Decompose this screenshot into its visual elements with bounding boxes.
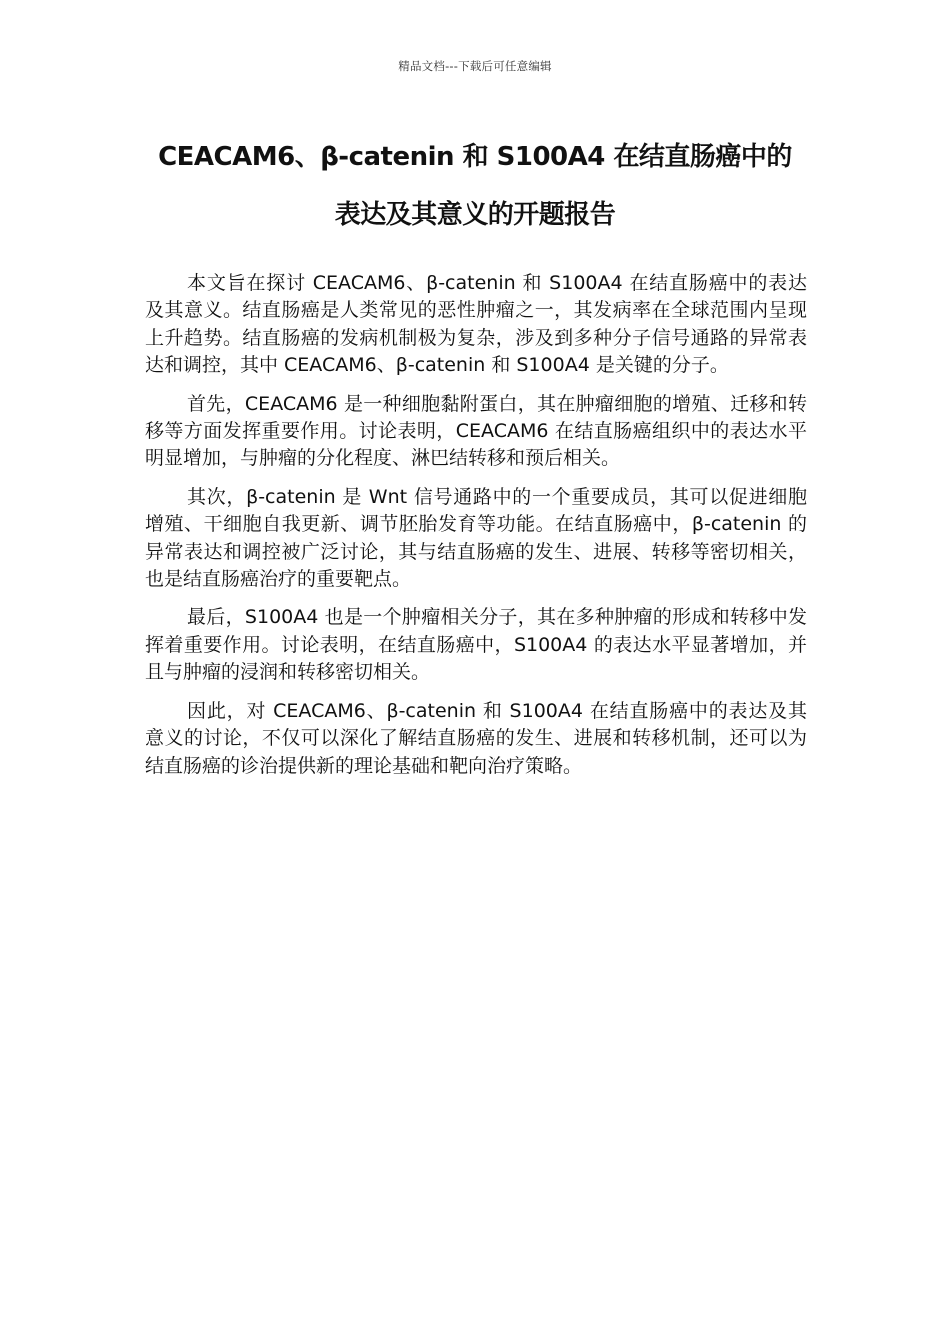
- document-title: [120, 128, 830, 244]
- title-line-1: CEACAM6、β-catenin 和 S100A4 在结直肠癌中的: [158, 142, 792, 172]
- paragraph-beta-catenin: 其次，β-catenin 是 Wnt 信号通路中的一个重要成员，其可以促进细胞增殖、干细胞自我更新、调节胚胎发育等功能。在结直肠癌中，β-catenin 的异常表达和调控被广泛讨论，其与结直肠癌的发生、进展、转移等密切相关，也是结直肠癌治疗的重要靶点。: [145, 485, 807, 591]
- paragraph-s100a4: 最后，S100A4 也是一个肿瘤相关分子，其在多种肿瘤的形成和转移中发挥着重要作用。讨论表明，在结直肠癌中，S100A4 的表达水平显著增加，并且与肿瘤的浸润和转移密切相关。: [145, 606, 807, 684]
- document-body: [145, 270, 807, 791]
- page-header: 精品文档---下载后可任意编辑: [398, 59, 552, 73]
- paragraph-intro: 本文旨在探讨 CEACAM6、β-catenin 和 S100A4 在结直肠癌中的表达及其意义。结直肠癌是人类常见的恶性肿瘤之一，其发病率在全球范围内呈现上升趋势。结直肠癌的发病机制极为复杂，涉及到多种分子信号通路的异常表达和调控，其中 CEACAM6、β-catenin 和 S100A4 是关键的分子。: [145, 272, 807, 377]
- title-line-2: 表达及其意义的开题报告: [334, 200, 616, 230]
- paragraph-ceacam6: 首先，CEACAM6 是一种细胞黏附蛋白，其在肿瘤细胞的增殖、迁移和转移等方面发挥重要作用。讨论表明，CEACAM6 在结直肠癌组织中的表达水平明显增加，与肿瘤的分化程度、淋巴结转移和预后相关。: [145, 392, 807, 470]
- paragraph-conclusion: 因此，对 CEACAM6、β-catenin 和 S100A4 在结直肠癌中的表达及其意义的讨论，不仅可以深化了解结直肠癌的发生、进展和转移机制，还可以为结直肠癌的诊治提供新的理论基础和靶向治疗策略。: [145, 699, 807, 777]
